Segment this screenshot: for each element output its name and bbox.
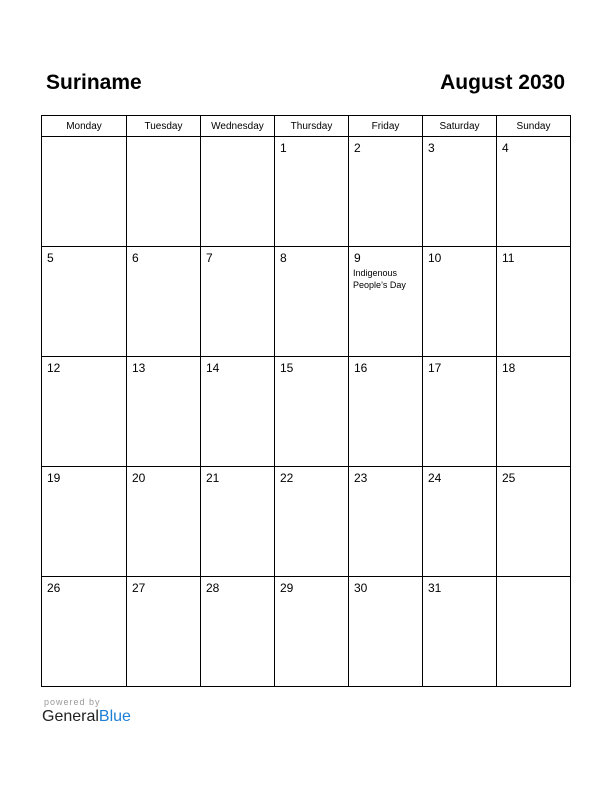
day-cell: [201, 357, 275, 467]
day-cell: [275, 357, 349, 467]
day-number: 7: [206, 251, 213, 265]
holiday-label: Indigenous People’s Day: [353, 268, 406, 290]
week-row: [42, 577, 571, 687]
day-cell: [42, 247, 127, 357]
day-number: 29: [280, 581, 294, 595]
day-number: 3: [428, 141, 435, 155]
day-number: 4: [502, 141, 509, 155]
day-cell: [423, 357, 497, 467]
day-cell: [127, 577, 201, 687]
day-cell: [201, 577, 275, 687]
day-cell: [497, 137, 571, 247]
day-number: 18: [502, 361, 516, 375]
week-row: [42, 247, 571, 357]
day-cell: [127, 137, 201, 247]
day-cell: [275, 137, 349, 247]
brand-general: General: [42, 708, 99, 725]
day-cell: [42, 357, 127, 467]
weekday-header: Monday: [42, 116, 127, 137]
day-cell: [201, 247, 275, 357]
month-year-title: August 2030: [440, 71, 565, 94]
day-number: 25: [502, 471, 516, 485]
week-row: [42, 357, 571, 467]
weekday-header: Thursday: [275, 116, 349, 137]
weekday-header: Friday: [349, 116, 423, 137]
day-cell: [275, 467, 349, 577]
day-cell: [42, 577, 127, 687]
day-cell: [423, 137, 497, 247]
day-cell: [42, 467, 127, 577]
day-number: 19: [47, 471, 61, 485]
day-cell: [201, 467, 275, 577]
country-title: Suriname: [46, 71, 142, 94]
day-number: 28: [206, 581, 220, 595]
day-cell: [423, 467, 497, 577]
day-cell: [497, 247, 571, 357]
day-cell: [127, 467, 201, 577]
weekday-header: Wednesday: [201, 116, 275, 137]
day-cell: [275, 577, 349, 687]
day-cell: [349, 467, 423, 577]
day-number: 26: [47, 581, 61, 595]
day-number: 31: [428, 581, 442, 595]
day-cell: [42, 137, 127, 247]
week-row: [42, 467, 571, 577]
powered-by-text: powered by: [44, 697, 101, 707]
day-number: 15: [280, 361, 294, 375]
day-cell: [349, 577, 423, 687]
day-number: 2: [354, 141, 361, 155]
day-cell: [349, 357, 423, 467]
day-number: 11: [502, 251, 515, 265]
day-number: 12: [47, 361, 61, 375]
day-number: 6: [132, 251, 139, 265]
weekday-header-row: [42, 116, 571, 137]
weekday-header: Sunday: [497, 116, 571, 137]
day-number: 24: [428, 471, 442, 485]
day-cell: [275, 247, 349, 357]
day-cell: [127, 357, 201, 467]
day-number: 5: [47, 251, 54, 265]
calendar-grid: [41, 115, 571, 687]
weekday-header: Saturday: [423, 116, 497, 137]
day-number: 17: [428, 361, 442, 375]
day-cell: [349, 247, 423, 357]
day-number: 10: [428, 251, 442, 265]
day-cell: [349, 137, 423, 247]
day-number: 22: [280, 471, 294, 485]
day-number: 9: [354, 251, 361, 265]
day-number: 27: [132, 581, 146, 595]
day-cell: [423, 247, 497, 357]
day-cell: [423, 577, 497, 687]
day-cell: [127, 247, 201, 357]
day-cell: [497, 467, 571, 577]
day-cell: [497, 357, 571, 467]
day-number: 23: [354, 471, 368, 485]
day-cell: [201, 137, 275, 247]
day-number: 21: [206, 471, 220, 485]
day-number: 14: [206, 361, 220, 375]
week-row: [42, 137, 571, 247]
day-number: 8: [280, 251, 287, 265]
day-number: 1: [280, 141, 287, 155]
brand-blue: Blue: [98, 708, 131, 725]
day-number: 30: [354, 581, 368, 595]
weekday-header: Tuesday: [127, 116, 201, 137]
day-cell: [497, 577, 571, 687]
day-number: 16: [354, 361, 368, 375]
day-number: 13: [132, 361, 146, 375]
generalblue-logo[interactable]: [42, 708, 131, 726]
day-number: 20: [132, 471, 146, 485]
